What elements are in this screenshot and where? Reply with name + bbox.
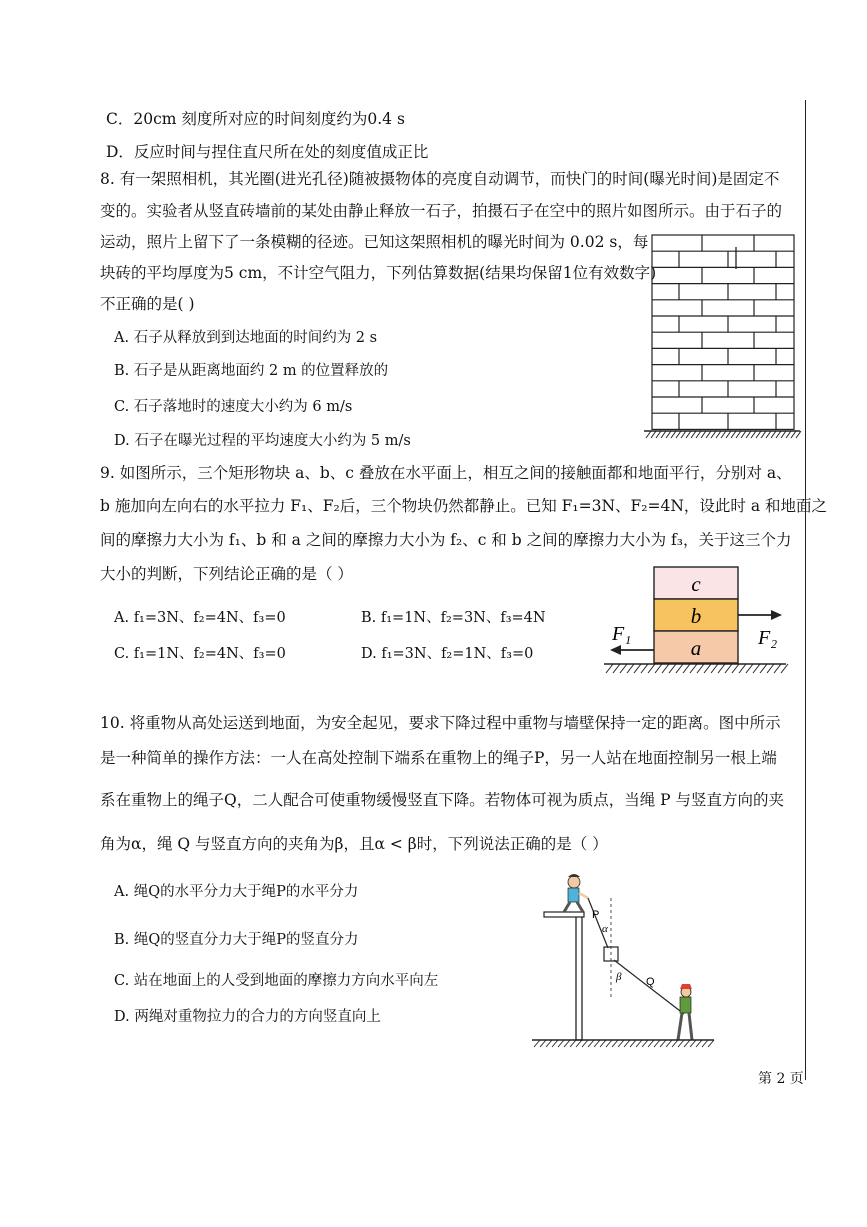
ground-hatch	[736, 431, 741, 438]
q8-option-a: A. 石子从释放到到达地面的时间约为 2 s	[114, 330, 378, 346]
page-number: 第 2 页	[758, 1071, 804, 1087]
ground-hatch	[654, 1040, 660, 1047]
ground-hatch	[721, 431, 726, 438]
ground-hatch	[718, 664, 725, 673]
q9-option-d: D. f₁=3N、f₂=1N、f₃=0	[361, 646, 534, 662]
q8-option-d: D. 石子在曝光过程的平均速度大小约为 5 m/s	[114, 433, 411, 449]
q10-line-2: 是一种简单的操作方法：一人在高处控制下端系在重物上的绳子P，另一人站在地面控制另一根上端	[100, 749, 777, 767]
ground-hatch	[676, 431, 681, 438]
brick-wall-figure	[644, 233, 804, 441]
ground-hatch	[696, 431, 701, 438]
q8-line-4: 块砖的平均厚度为5 cm，不计空气阻力，下列估算数据(结果均保留1位有效数字)	[100, 264, 657, 282]
ground-hatch	[546, 1040, 552, 1047]
ground-hatch	[636, 1040, 642, 1047]
ground-hatch	[696, 1040, 702, 1047]
ground-hatch	[648, 664, 655, 673]
ground-hatch	[534, 1040, 540, 1047]
ground-hatch	[739, 664, 746, 673]
ground-hatch	[564, 1040, 570, 1047]
top-person-icon	[564, 874, 588, 912]
ground-hatch	[630, 1040, 636, 1047]
ground-hatch	[648, 1040, 654, 1047]
ground-hatch	[753, 664, 760, 673]
ground-hatch	[690, 1040, 696, 1047]
q9-option-c: C. f₁=1N、f₂=4N、f₃=0	[114, 646, 286, 662]
q10-line-1: 10. 将重物从高处运送到地面，为安全起见，要求下降过程中重物与墙壁保持一定的距离。图中所示	[100, 714, 781, 732]
ground-hatch	[570, 1040, 576, 1047]
force-f2-arrowhead	[771, 610, 782, 620]
q9-line-4: 大小的判断，下列结论正确的是（ ）	[100, 565, 353, 583]
ground-hatch	[701, 431, 706, 438]
ground-hatch	[582, 1040, 588, 1047]
ground-hatch	[552, 1040, 558, 1047]
ground-hatch	[655, 664, 662, 673]
ground-hatch	[756, 431, 761, 438]
ground-hatch	[767, 664, 774, 673]
ground-hatch	[646, 431, 651, 438]
roof-ledge	[544, 912, 584, 917]
ground-hatch	[774, 664, 781, 673]
ground-hatch	[731, 431, 736, 438]
q10-option-b: B. 绳Q的竖直分力大于绳P的竖直分力	[114, 932, 359, 948]
ground-hatch	[776, 431, 781, 438]
ground-hatch	[751, 431, 756, 438]
q10-option-c: C. 站在地面上的人受到地面的摩擦力方向水平向左	[114, 973, 439, 989]
q8-line-3: 运动，照片上留下了一条模糊的径迹。已知这架照相机的曝光时间为 0.02 s，每	[100, 233, 649, 251]
q8-line-2: 变的。实验者从竖直砖墙前的某处由静止释放一石子，拍摄石子在空中的照片如图所示。由于石子的	[100, 202, 783, 220]
ground-hatch	[786, 431, 791, 438]
q8-line-5: 不正确的是( )	[100, 295, 195, 313]
ground-hatch	[651, 431, 656, 438]
ground-hatch	[613, 664, 620, 673]
label-alpha: α	[602, 923, 608, 935]
ground-hatch	[681, 431, 686, 438]
block-c-label: c	[691, 572, 701, 596]
ground-hatch	[796, 431, 801, 438]
ground-hatch	[725, 664, 732, 673]
q10-line-3: 系在重物上的绳子Q，二人配合可使重物缓慢竖直下降。若物体可视为质点，当绳 P 与竖直方向的夹	[100, 791, 784, 809]
ground-hatch	[726, 431, 731, 438]
ground-hatch	[771, 431, 776, 438]
ground-hatch	[656, 431, 661, 438]
ground-hatch	[691, 431, 696, 438]
ground-hatch	[741, 431, 746, 438]
q10-option-d: D. 两绳对重物拉力的合力的方向竖直向上	[114, 1009, 381, 1025]
ground-hatch	[642, 1040, 648, 1047]
rope-weight-figure	[528, 868, 718, 1054]
ground-hatch	[666, 1040, 672, 1047]
q9-line-2: b 施加向左向右的水平拉力 F₁、F₂后，三个物块仍然都静止。已知 F₁=3N、F₂=4N，设此时 a 和地面之	[100, 497, 827, 515]
ground-hatch	[588, 1040, 594, 1047]
ground-hatch	[746, 431, 751, 438]
ground-hatch	[732, 664, 739, 673]
ground-hatch	[612, 1040, 618, 1047]
ground-hatch	[716, 431, 721, 438]
ground-hatch	[662, 664, 669, 673]
q9-option-a: A. f₁=3N、f₂=4N、f₃=0	[114, 610, 286, 626]
ground-hatch	[760, 664, 767, 673]
block-a-label: a	[690, 636, 702, 660]
ground-hatch	[708, 1040, 714, 1047]
ground-hatch	[781, 431, 786, 438]
ground-hatch	[697, 664, 704, 673]
force-f1-arrowhead	[610, 645, 621, 655]
force-f2-label: F₂	[758, 627, 778, 649]
ground-hatch	[558, 1040, 564, 1047]
prev-option-d: D．反应时间与捏住直尺所在处的刻度值成正比	[106, 143, 429, 161]
q8-line-1: 8. 有一架照相机，其光圈(进光孔径)随被摄物体的亮度自动调节，而快门的时间(曝光时间)是固定不	[100, 170, 780, 188]
ground-hatch	[690, 664, 697, 673]
ground-hatch	[791, 431, 796, 438]
ground-hatch	[540, 1040, 546, 1047]
ground-hatch	[624, 1040, 630, 1047]
ground-hatch	[684, 1040, 690, 1047]
ground-hatch	[711, 431, 716, 438]
ground-hatch	[641, 664, 648, 673]
page-border	[805, 100, 806, 1080]
ground-hatch	[627, 664, 634, 673]
label-q: Q	[646, 976, 655, 988]
ground-hatch	[618, 1040, 624, 1047]
ground-hatch	[661, 431, 666, 438]
ground-hatch	[711, 664, 718, 673]
ground-hatch	[702, 1040, 708, 1047]
ground-hatch	[781, 664, 788, 673]
q10-line-4: 角为α，绳 Q 与竖直方向的夹角为β，且α < β时，下列说法正确的是（ ）	[100, 835, 608, 853]
ground-hatch	[678, 1040, 684, 1047]
label-p: P	[592, 909, 600, 921]
ground-hatch	[606, 1040, 612, 1047]
ground-hatch	[620, 664, 627, 673]
ground-person-icon	[678, 984, 692, 1040]
ground-hatch	[676, 664, 683, 673]
ground-hatch	[634, 664, 641, 673]
ground-hatch	[666, 431, 671, 438]
ground-hatch	[660, 1040, 666, 1047]
q9-line-1: 9. 如图所示，三个矩形物块 a、b、c 叠放在水平面上，相互之间的接触面都和地面平行，分别对 a、	[100, 464, 792, 482]
ground-hatch	[576, 1040, 582, 1047]
q8-option-c: C. 石子落地时的速度大小约为 6 m/s	[114, 399, 353, 415]
ground-hatch	[761, 431, 766, 438]
block-b-label: b	[690, 604, 702, 628]
q10-option-a: A. 绳Q的水平分力大于绳P的水平分力	[114, 884, 359, 900]
ground-hatch	[706, 431, 711, 438]
ground-hatch	[704, 664, 711, 673]
ground-hatch	[766, 431, 771, 438]
ground-hatch	[686, 431, 691, 438]
ground-hatch	[672, 1040, 678, 1047]
force-f1-label: F₁	[612, 623, 632, 645]
ground-hatch	[683, 664, 690, 673]
ground-hatch	[746, 664, 753, 673]
q8-option-b: B. 石子是从距离地面约 2 m 的位置释放的	[114, 363, 389, 379]
q9-option-b: B. f₁=1N、f₂=3N、f₃=4N	[361, 610, 546, 626]
ground-hatch	[594, 1040, 600, 1047]
prev-option-c: C．20cm 刻度所对应的时间刻度约为0.4 s	[106, 110, 405, 128]
ground-hatch	[671, 431, 676, 438]
ground-hatch	[669, 664, 676, 673]
ground-hatch	[606, 664, 613, 673]
q9-line-3: 间的摩擦力大小为 f₁、b 和 a 之间的摩擦力大小为 f₂、c 和 b 之间的摩擦力大小为 f₃，关于这三个力	[100, 531, 792, 549]
blocks-figure	[596, 562, 796, 680]
label-beta: β	[616, 971, 622, 983]
wall-post	[576, 914, 582, 1040]
ground-hatch	[600, 1040, 606, 1047]
